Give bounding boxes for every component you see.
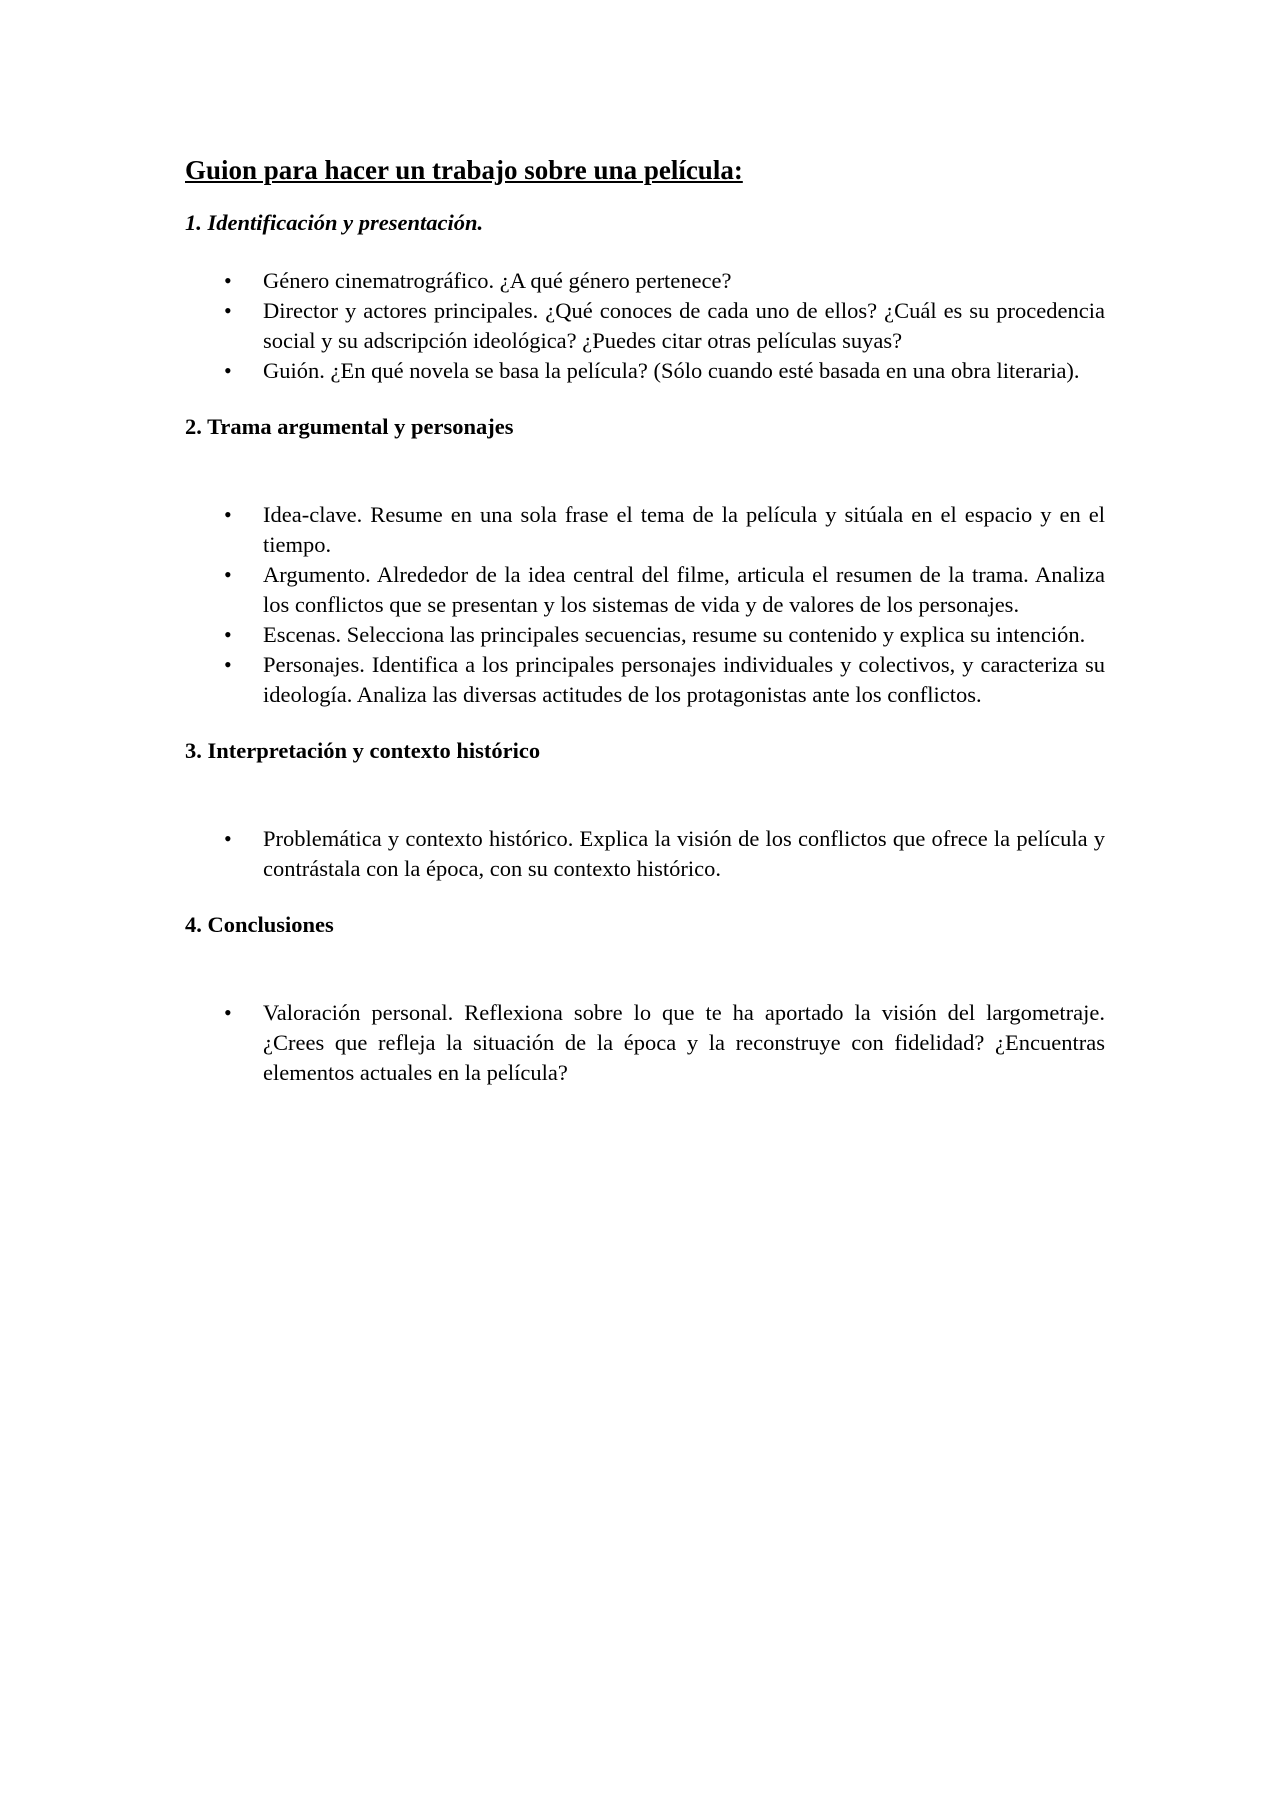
list-item-text: Valoración personal. Reflexiona sobre lo que te ha aportado la visión del largometraje. ¿Crees que refleja la situación de la época y la reconstruye con fidelidad? ¿Encuentras elementos actuales en la película? <box>263 1000 1105 1085</box>
section-heading-trama: 2. Trama argumental y personajes <box>185 414 514 439</box>
document-title: Guion para hacer un trabajo sobre una película: <box>185 155 743 185</box>
list-item <box>185 500 1105 560</box>
bullet-icon: • <box>224 358 232 383</box>
list-item <box>185 356 1105 386</box>
list-item-text: Argumento. Alrededor de la idea central del filme, articula el resumen de la trama. Analiza los conflictos que se presentan y los sistemas de vida y de valores de los personajes. <box>263 562 1105 617</box>
bullet-icon: • <box>224 562 232 587</box>
list-item-text: Personajes. Identifica a los principales personajes individuales y colectivos, y caracteriza su ideología. Analiza las diversas actitudes de los protagonistas ante los conflictos. <box>263 652 1105 707</box>
section-heading-conclusiones: 4. Conclusiones <box>185 912 334 937</box>
bullet-icon: • <box>224 652 232 677</box>
bullet-icon: • <box>224 826 232 851</box>
section-heading-identificacion: 1. Identificación y presentación. <box>185 210 484 235</box>
bullet-icon: • <box>224 298 232 323</box>
list-item-text: Director y actores principales. ¿Qué conoces de cada uno de ellos? ¿Cuál es su procedencia social y su adscripción ideológica? ¿Puedes citar otras películas suyas? <box>263 298 1105 353</box>
bullet-icon: • <box>224 502 232 527</box>
list-item <box>185 650 1105 710</box>
list-item-text: Problemática y contexto histórico. Explica la visión de los conflictos que ofrece la película y contrástala con la época, con su contexto histórico. <box>263 826 1105 881</box>
bullet-icon: • <box>224 1000 232 1025</box>
section-list-identificacion <box>185 266 1105 386</box>
list-item <box>185 296 1105 356</box>
bullet-icon: • <box>224 622 232 647</box>
section-list-interpretacion <box>185 824 1105 884</box>
section-list-trama <box>185 500 1105 710</box>
list-item <box>185 824 1105 884</box>
list-item-text: Idea-clave. Resume en una sola frase el tema de la película y sitúala en el espacio y en el tiempo. <box>263 502 1105 557</box>
bullet-icon: • <box>224 268 232 293</box>
list-item-text: Género cinematrográfico. ¿A qué género pertenece? <box>263 268 732 293</box>
list-item <box>185 560 1105 620</box>
list-item <box>185 998 1105 1088</box>
list-item-text: Escenas. Selecciona las principales secuencias, resume su contenido y explica su intención. <box>263 622 1086 647</box>
list-item-text: Guión. ¿En qué novela se basa la película? (Sólo cuando esté basada en una obra literaria). <box>263 358 1080 383</box>
section-heading-interpretacion: 3. Interpretación y contexto histórico <box>185 738 541 763</box>
document-page <box>185 152 1105 1088</box>
list-item <box>185 266 1105 296</box>
list-item <box>185 620 1105 650</box>
section-list-conclusiones <box>185 998 1105 1088</box>
